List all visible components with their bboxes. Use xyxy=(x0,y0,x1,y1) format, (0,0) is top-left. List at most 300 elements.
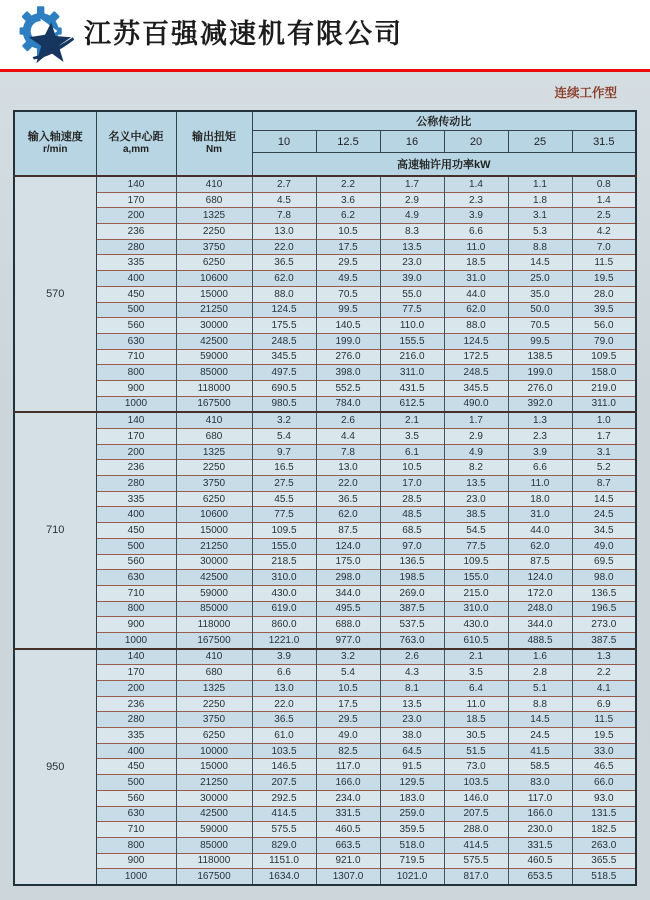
table-row xyxy=(14,318,636,334)
center-distance-cell: 400 xyxy=(96,507,176,523)
power-cell: 663.5 xyxy=(316,837,380,853)
ratio-col-25: 25 xyxy=(508,131,572,153)
power-cell: 61.0 xyxy=(252,728,316,744)
output-torque-cell: 167500 xyxy=(176,632,252,648)
table-row xyxy=(14,349,636,365)
power-cell: 414.5 xyxy=(252,806,316,822)
power-cell: 166.0 xyxy=(508,806,572,822)
power-cell: 2.6 xyxy=(380,649,444,665)
power-cell: 62.0 xyxy=(508,538,572,554)
center-distance-cell: 500 xyxy=(96,538,176,554)
center-distance-cell: 140 xyxy=(96,412,176,428)
power-cell: 98.0 xyxy=(572,570,636,586)
output-torque-cell: 59000 xyxy=(176,349,252,365)
power-cell: 248.0 xyxy=(508,601,572,617)
power-cell: 653.5 xyxy=(508,869,572,885)
ratio-col-31-5: 31.5 xyxy=(572,131,636,153)
power-cell: 155.0 xyxy=(252,538,316,554)
power-cell: 70.5 xyxy=(508,318,572,334)
table-row xyxy=(14,554,636,570)
power-cell: 91.5 xyxy=(380,759,444,775)
power-cell: 146.5 xyxy=(252,759,316,775)
power-cell: 13.5 xyxy=(444,476,508,492)
ratio-col-16: 16 xyxy=(380,131,444,153)
output-torque-label: 输出扭矩 xyxy=(192,130,236,143)
power-cell: 36.5 xyxy=(316,491,380,507)
power-cell: 2.9 xyxy=(380,192,444,208)
power-cell: 8.8 xyxy=(508,239,572,255)
power-cell: 117.0 xyxy=(316,759,380,775)
center-distance-cell: 560 xyxy=(96,790,176,806)
center-distance-cell: 560 xyxy=(96,554,176,570)
power-cell: 22.0 xyxy=(316,476,380,492)
power-cell: 18.5 xyxy=(444,712,508,728)
output-torque-cell: 118000 xyxy=(176,380,252,396)
power-cell: 259.0 xyxy=(380,806,444,822)
power-cell: 39.5 xyxy=(572,302,636,318)
table-row xyxy=(14,853,636,869)
output-torque-cell: 30000 xyxy=(176,554,252,570)
table-row xyxy=(14,712,636,728)
table-row xyxy=(14,681,636,697)
power-cell: 11.0 xyxy=(508,476,572,492)
site-header xyxy=(0,0,650,72)
power-cell: 172.0 xyxy=(508,585,572,601)
power-cell: 18.0 xyxy=(508,491,572,507)
power-cell: 136.5 xyxy=(572,585,636,601)
output-torque-cell: 30000 xyxy=(176,790,252,806)
center-distance-cell: 236 xyxy=(96,696,176,712)
power-cell: 13.0 xyxy=(252,224,316,240)
table-row xyxy=(14,601,636,617)
output-torque-cell: 1325 xyxy=(176,444,252,460)
power-cell: 414.5 xyxy=(444,837,508,853)
power-cell: 198.5 xyxy=(380,570,444,586)
power-cell: 19.5 xyxy=(572,271,636,287)
power-cell: 73.0 xyxy=(444,759,508,775)
power-cell: 860.0 xyxy=(252,617,316,633)
power-cell: 79.0 xyxy=(572,333,636,349)
power-cell: 10.5 xyxy=(380,460,444,476)
center-distance-cell: 710 xyxy=(96,822,176,838)
table-row xyxy=(14,806,636,822)
power-cell: 218.5 xyxy=(252,554,316,570)
col-header-output-torque xyxy=(176,111,252,176)
center-distance-cell: 630 xyxy=(96,806,176,822)
power-cell: 430.0 xyxy=(444,617,508,633)
power-cell: 155.0 xyxy=(444,570,508,586)
center-distance-cell: 800 xyxy=(96,365,176,381)
power-cell: 3.9 xyxy=(508,444,572,460)
power-cell: 48.5 xyxy=(380,507,444,523)
power-cell: 3.9 xyxy=(444,208,508,224)
output-torque-cell: 30000 xyxy=(176,318,252,334)
power-cell: 1151.0 xyxy=(252,853,316,869)
center-distance-cell: 900 xyxy=(96,617,176,633)
power-cell: 14.5 xyxy=(508,712,572,728)
output-torque-cell: 85000 xyxy=(176,365,252,381)
table-row xyxy=(14,302,636,318)
power-cell: 29.5 xyxy=(316,712,380,728)
center-distance-cell: 335 xyxy=(96,255,176,271)
power-cell: 109.5 xyxy=(444,554,508,570)
power-cell: 387.5 xyxy=(572,632,636,648)
input-speed-label: 输入轴速度 xyxy=(27,130,83,143)
power-cell: 276.0 xyxy=(508,380,572,396)
center-distance-cell: 400 xyxy=(96,271,176,287)
power-cell: 55.0 xyxy=(380,286,444,302)
power-cell: 1.3 xyxy=(508,412,572,428)
spec-table xyxy=(13,110,637,886)
power-cell: 45.5 xyxy=(252,491,316,507)
power-cell: 140.5 xyxy=(316,318,380,334)
center-distance-cell: 200 xyxy=(96,208,176,224)
power-cell: 10.5 xyxy=(316,224,380,240)
table-row xyxy=(14,460,636,476)
power-cell: 3.2 xyxy=(252,412,316,428)
center-distance-cell: 1000 xyxy=(96,632,176,648)
output-torque-cell: 15000 xyxy=(176,286,252,302)
power-cell: 199.0 xyxy=(508,365,572,381)
power-cell: 18.5 xyxy=(444,255,508,271)
power-cell: 2.7 xyxy=(252,176,316,192)
power-cell: 4.9 xyxy=(444,444,508,460)
power-cell: 575.5 xyxy=(444,853,508,869)
power-cell: 3.6 xyxy=(316,192,380,208)
power-cell: 4.2 xyxy=(572,224,636,240)
power-cell: 690.5 xyxy=(252,380,316,396)
power-cell: 13.5 xyxy=(380,239,444,255)
power-cell: 7.0 xyxy=(572,239,636,255)
center-distance-cell: 200 xyxy=(96,444,176,460)
power-cell: 175.0 xyxy=(316,554,380,570)
center-distance-cell: 335 xyxy=(96,728,176,744)
table-row xyxy=(14,208,636,224)
power-cell: 537.5 xyxy=(380,617,444,633)
output-torque-cell: 21250 xyxy=(176,775,252,791)
power-cell: 10.5 xyxy=(316,681,380,697)
power-cell: 7.8 xyxy=(316,444,380,460)
table-row xyxy=(14,444,636,460)
power-cell: 518.0 xyxy=(380,837,444,853)
power-cell: 292.5 xyxy=(252,790,316,806)
table-row xyxy=(14,412,636,428)
power-cell: 1.6 xyxy=(508,649,572,665)
center-distance-cell: 1000 xyxy=(96,869,176,885)
power-cell: 1.7 xyxy=(444,412,508,428)
power-cell: 216.0 xyxy=(380,349,444,365)
output-torque-cell: 2250 xyxy=(176,460,252,476)
output-torque-cell: 6250 xyxy=(176,255,252,271)
power-cell: 77.5 xyxy=(252,507,316,523)
power-cell: 13.0 xyxy=(316,460,380,476)
output-torque-unit: Nm xyxy=(205,144,223,156)
power-cell: 2.1 xyxy=(380,412,444,428)
power-cell: 46.5 xyxy=(572,759,636,775)
power-cell: 83.0 xyxy=(508,775,572,791)
power-cell: 131.5 xyxy=(572,806,636,822)
power-cell: 13.0 xyxy=(252,681,316,697)
col-header-center-distance xyxy=(96,111,176,176)
power-cell: 359.5 xyxy=(380,822,444,838)
power-cell: 431.5 xyxy=(380,380,444,396)
center-distance-unit: a,mm xyxy=(122,144,150,156)
power-cell: 276.0 xyxy=(316,349,380,365)
power-cell: 8.3 xyxy=(380,224,444,240)
table-row xyxy=(14,696,636,712)
power-cell: 8.1 xyxy=(380,681,444,697)
output-torque-cell: 680 xyxy=(176,192,252,208)
table-row xyxy=(14,239,636,255)
power-cell: 310.0 xyxy=(444,601,508,617)
power-cell: 2.2 xyxy=(316,176,380,192)
company-logo-gear-star-icon xyxy=(12,5,78,67)
output-torque-cell: 3750 xyxy=(176,239,252,255)
power-cell: 38.5 xyxy=(444,507,508,523)
power-cell: 0.8 xyxy=(572,176,636,192)
power-cell: 263.0 xyxy=(572,837,636,853)
power-cell: 66.0 xyxy=(572,775,636,791)
table-row xyxy=(14,476,636,492)
power-cell: 497.5 xyxy=(252,365,316,381)
table-row xyxy=(14,790,636,806)
power-cell: 1307.0 xyxy=(316,869,380,885)
power-cell: 6.2 xyxy=(316,208,380,224)
table-row xyxy=(14,429,636,445)
table-row xyxy=(14,333,636,349)
power-cell: 1.4 xyxy=(444,176,508,192)
output-torque-cell: 42500 xyxy=(176,333,252,349)
power-cell: 345.5 xyxy=(252,349,316,365)
center-distance-cell: 800 xyxy=(96,601,176,617)
power-cell: 56.0 xyxy=(572,318,636,334)
power-cell: 392.0 xyxy=(508,396,572,412)
power-cell: 829.0 xyxy=(252,837,316,853)
center-distance-cell: 560 xyxy=(96,318,176,334)
power-cell: 248.5 xyxy=(444,365,508,381)
power-cell: 27.5 xyxy=(252,476,316,492)
power-cell: 2.6 xyxy=(316,412,380,428)
power-cell: 182.5 xyxy=(572,822,636,838)
power-cell: 22.0 xyxy=(252,239,316,255)
table-row xyxy=(14,523,636,539)
power-cell: 230.0 xyxy=(508,822,572,838)
power-cell: 344.0 xyxy=(316,585,380,601)
power-cell: 488.5 xyxy=(508,632,572,648)
power-cell: 1.7 xyxy=(572,429,636,445)
center-distance-cell: 900 xyxy=(96,380,176,396)
power-cell: 215.0 xyxy=(444,585,508,601)
power-cell: 33.0 xyxy=(572,743,636,759)
center-distance-cell: 800 xyxy=(96,837,176,853)
power-cell: 31.0 xyxy=(444,271,508,287)
power-cell: 39.0 xyxy=(380,271,444,287)
power-cell: 387.5 xyxy=(380,601,444,617)
power-cell: 9.7 xyxy=(252,444,316,460)
power-cell: 87.5 xyxy=(508,554,572,570)
output-torque-cell: 85000 xyxy=(176,601,252,617)
power-cell: 50.0 xyxy=(508,302,572,318)
power-cell: 158.0 xyxy=(572,365,636,381)
output-torque-cell: 15000 xyxy=(176,759,252,775)
power-cell: 1.1 xyxy=(508,176,572,192)
output-torque-cell: 680 xyxy=(176,429,252,445)
input-speed-cell: 710 xyxy=(14,412,96,648)
output-torque-cell: 2250 xyxy=(176,224,252,240)
power-cell: 612.5 xyxy=(380,396,444,412)
power-cell: 11.0 xyxy=(444,696,508,712)
power-cell: 344.0 xyxy=(508,617,572,633)
power-cell: 4.9 xyxy=(380,208,444,224)
power-cell: 23.0 xyxy=(380,255,444,271)
power-cell: 298.0 xyxy=(316,570,380,586)
center-distance-cell: 500 xyxy=(96,302,176,318)
power-cell: 99.5 xyxy=(508,333,572,349)
output-torque-cell: 85000 xyxy=(176,837,252,853)
power-cell: 87.5 xyxy=(316,523,380,539)
power-cell: 93.0 xyxy=(572,790,636,806)
power-cell: 62.0 xyxy=(444,302,508,318)
output-torque-cell: 6250 xyxy=(176,728,252,744)
power-cell: 34.5 xyxy=(572,523,636,539)
center-distance-cell: 280 xyxy=(96,239,176,255)
center-distance-cell: 140 xyxy=(96,176,176,192)
power-cell: 77.5 xyxy=(380,302,444,318)
output-torque-cell: 6250 xyxy=(176,491,252,507)
table-row xyxy=(14,365,636,381)
center-distance-cell: 450 xyxy=(96,523,176,539)
power-cell: 58.5 xyxy=(508,759,572,775)
power-cell: 124.5 xyxy=(444,333,508,349)
output-torque-cell: 410 xyxy=(176,176,252,192)
power-cell: 124.5 xyxy=(252,302,316,318)
output-torque-cell: 21250 xyxy=(176,538,252,554)
power-cell: 110.0 xyxy=(380,318,444,334)
table-row xyxy=(14,632,636,648)
power-cell: 921.0 xyxy=(316,853,380,869)
power-cell: 234.0 xyxy=(316,790,380,806)
power-cell: 44.0 xyxy=(508,523,572,539)
ratio-col-20: 20 xyxy=(444,131,508,153)
power-cell: 117.0 xyxy=(508,790,572,806)
output-torque-cell: 167500 xyxy=(176,869,252,885)
power-cell: 495.5 xyxy=(316,601,380,617)
output-torque-cell: 680 xyxy=(176,665,252,681)
power-cell: 196.5 xyxy=(572,601,636,617)
power-cell: 36.5 xyxy=(252,255,316,271)
power-cell: 17.0 xyxy=(380,476,444,492)
center-distance-cell: 280 xyxy=(96,476,176,492)
company-name: 江苏百强减速机有限公司 xyxy=(84,19,403,49)
power-cell: 82.5 xyxy=(316,743,380,759)
power-cell: 311.0 xyxy=(572,396,636,412)
power-cell: 610.5 xyxy=(444,632,508,648)
output-torque-cell: 42500 xyxy=(176,570,252,586)
center-distance-cell: 236 xyxy=(96,224,176,240)
output-torque-cell: 2250 xyxy=(176,696,252,712)
power-cell: 25.0 xyxy=(508,271,572,287)
power-cell: 2.5 xyxy=(572,208,636,224)
power-cell: 3.1 xyxy=(508,208,572,224)
center-distance-cell: 500 xyxy=(96,775,176,791)
power-cell: 288.0 xyxy=(444,822,508,838)
table-row xyxy=(14,649,636,665)
power-cell: 2.1 xyxy=(444,649,508,665)
power-cell: 365.5 xyxy=(572,853,636,869)
table-row xyxy=(14,176,636,192)
power-cell: 207.5 xyxy=(444,806,508,822)
power-cell: 345.5 xyxy=(444,380,508,396)
col-header-power: 高速轴许用功率kW xyxy=(252,153,636,177)
input-speed-cell: 570 xyxy=(14,176,96,412)
table-row xyxy=(14,869,636,885)
power-cell: 49.0 xyxy=(572,538,636,554)
output-torque-cell: 10000 xyxy=(176,743,252,759)
power-cell: 172.5 xyxy=(444,349,508,365)
power-cell: 36.5 xyxy=(252,712,316,728)
power-cell: 23.0 xyxy=(444,491,508,507)
power-cell: 719.5 xyxy=(380,853,444,869)
table-row xyxy=(14,507,636,523)
table-row xyxy=(14,837,636,853)
power-cell: 2.3 xyxy=(508,429,572,445)
power-cell: 4.1 xyxy=(572,681,636,697)
power-cell: 31.0 xyxy=(508,507,572,523)
power-cell: 14.5 xyxy=(572,491,636,507)
power-cell: 11.5 xyxy=(572,712,636,728)
power-cell: 273.0 xyxy=(572,617,636,633)
power-cell: 4.5 xyxy=(252,192,316,208)
center-distance-cell: 450 xyxy=(96,759,176,775)
power-cell: 1.4 xyxy=(572,192,636,208)
output-torque-cell: 15000 xyxy=(176,523,252,539)
power-cell: 980.5 xyxy=(252,396,316,412)
output-torque-cell: 59000 xyxy=(176,822,252,838)
table-row xyxy=(14,759,636,775)
power-cell: 136.5 xyxy=(380,554,444,570)
content-area xyxy=(0,72,650,900)
power-cell: 11.5 xyxy=(572,255,636,271)
power-cell: 109.5 xyxy=(572,349,636,365)
power-cell: 138.5 xyxy=(508,349,572,365)
table-row xyxy=(14,286,636,302)
power-cell: 460.5 xyxy=(316,822,380,838)
power-cell: 3.1 xyxy=(572,444,636,460)
power-cell: 1.0 xyxy=(572,412,636,428)
power-cell: 28.0 xyxy=(572,286,636,302)
power-cell: 146.0 xyxy=(444,790,508,806)
table-row xyxy=(14,255,636,271)
col-header-ratio-group: 公称传动比 xyxy=(252,111,636,131)
power-cell: 219.0 xyxy=(572,380,636,396)
output-torque-cell: 1325 xyxy=(176,681,252,697)
power-cell: 4.4 xyxy=(316,429,380,445)
power-cell: 6.6 xyxy=(252,665,316,681)
center-distance-cell: 450 xyxy=(96,286,176,302)
table-row xyxy=(14,380,636,396)
power-cell: 155.5 xyxy=(380,333,444,349)
power-cell: 575.5 xyxy=(252,822,316,838)
center-distance-cell: 710 xyxy=(96,349,176,365)
input-speed-cell: 950 xyxy=(14,649,96,885)
power-cell: 103.5 xyxy=(252,743,316,759)
power-cell: 5.4 xyxy=(316,665,380,681)
center-distance-cell: 140 xyxy=(96,649,176,665)
power-cell: 3.2 xyxy=(316,649,380,665)
power-cell: 311.0 xyxy=(380,365,444,381)
power-cell: 8.2 xyxy=(444,460,508,476)
power-cell: 183.0 xyxy=(380,790,444,806)
